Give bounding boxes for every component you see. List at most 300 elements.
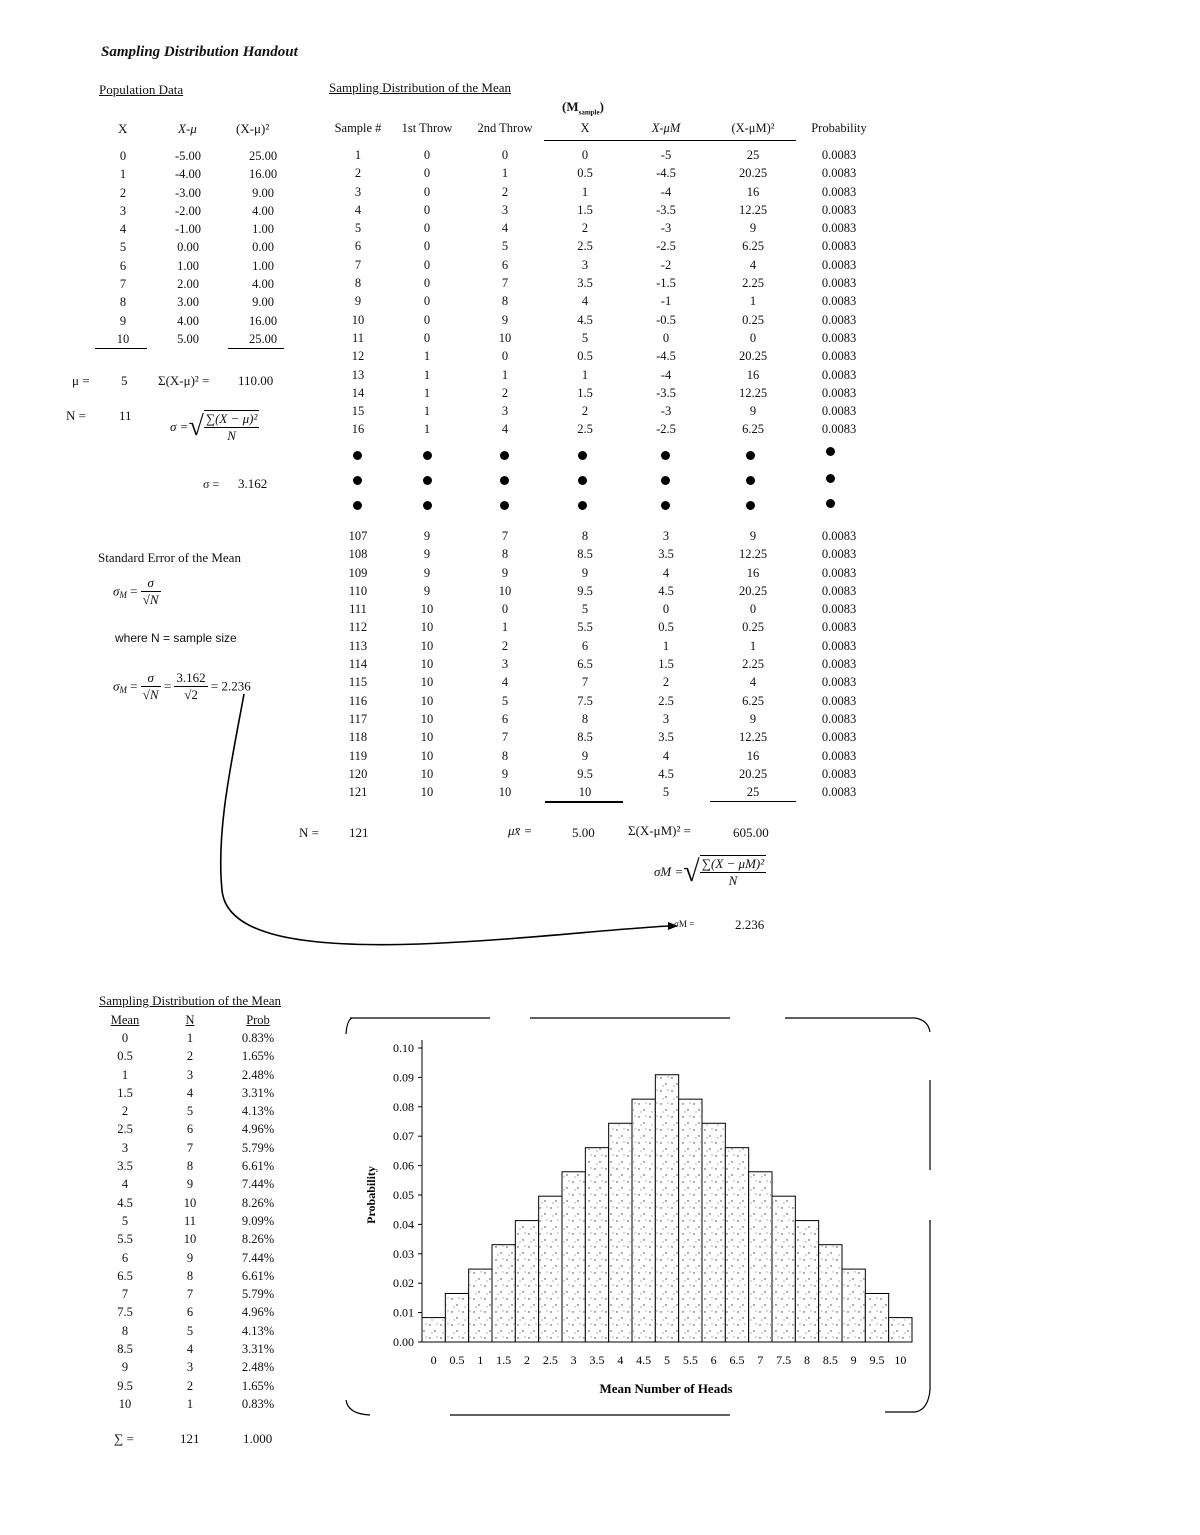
sampling-row [326, 655, 880, 673]
se-calc-left: σ [113, 678, 120, 694]
freq-row [100, 1066, 286, 1084]
sampling-row-cell: 16 [351, 422, 365, 437]
sampling-row-cell: 6.25 [742, 239, 764, 254]
sampling-row-cell: 0 [501, 148, 509, 162]
sampling-row-cell: 0 [423, 294, 431, 309]
sampling-row-cell: 0.5 [658, 620, 674, 635]
chart-y-tick-label: 0.03 [393, 1246, 414, 1261]
sampling-row-cell: 3 [581, 257, 589, 272]
population-row-cell: 2 [119, 185, 127, 200]
sampling-row [326, 710, 880, 728]
sampling-row-cell: -4.5 [656, 166, 676, 181]
population-row-cell: 7 [119, 277, 127, 292]
freq-row-cell: 2 [186, 1378, 194, 1393]
sampling-row-cell: 16 [746, 748, 760, 763]
sampling-row-cell: 25 [746, 148, 760, 162]
chart-x-tick-label: 8 [804, 1353, 810, 1367]
sampling-row-cell: 9 [749, 404, 757, 419]
sampling-row [326, 146, 880, 164]
freq-row-cell: 9.5 [117, 1378, 133, 1393]
freq-row-cell: 9 [186, 1250, 194, 1265]
chart-x-tick-label: 2 [524, 1353, 530, 1367]
sampling-row-cell: 3.5 [658, 730, 674, 745]
chart-x-tick-label: 4 [617, 1353, 624, 1367]
population-row-cell: 9 [119, 313, 127, 328]
chart-bar-stipple [820, 1246, 841, 1341]
sampling-row-cell: 10 [420, 730, 434, 745]
population-row-cell: 5.00 [177, 331, 199, 346]
freq-row-cell: 2.48% [241, 1360, 275, 1375]
freq-row-cell: 9 [186, 1177, 194, 1192]
chart-bar-stipple [586, 1149, 607, 1341]
freq-row-cell: 4.13% [241, 1104, 275, 1119]
freq-row-cell: 7.44% [241, 1177, 275, 1192]
sampling-row-cell: 16 [746, 565, 760, 580]
sampling-row-cell: 10 [420, 766, 434, 781]
dot-icon [500, 501, 509, 510]
freq-row-cell: 6.61% [241, 1268, 275, 1283]
dot-icon [746, 451, 755, 460]
population-sigma-formula-den: N [227, 428, 236, 443]
sampling-row-cell: 112 [348, 620, 368, 635]
sampling-row-cell: 10 [498, 330, 512, 345]
sampling-row [326, 765, 880, 783]
freq-row-cell: 5 [121, 1213, 129, 1228]
sampling-row-cell: 14 [351, 385, 365, 400]
sampling-row-cell: 2.25 [742, 657, 764, 672]
population-row-cell: 16.00 [248, 313, 278, 328]
page-title: Sampling Distribution Handout [101, 44, 298, 60]
dot-icon [353, 476, 362, 485]
chart-bar-stipple [540, 1197, 561, 1341]
dot-icon [661, 501, 670, 510]
freq-header-mean: Mean [110, 1013, 140, 1027]
chart-x-tick-label: 5 [664, 1353, 670, 1367]
sampling-row-cell: 4 [581, 294, 589, 309]
sampling-row-cell: 6 [581, 638, 589, 653]
sampling-row-cell: 0.0083 [821, 385, 857, 400]
sampling-row-cell: 5 [354, 221, 362, 236]
sampling-row-cell: 119 [348, 748, 368, 763]
sampling-row-cell: 0.0083 [821, 583, 857, 598]
dot-icon [661, 451, 670, 460]
freq-row-cell: 4.96% [241, 1122, 275, 1137]
sampling-row [326, 256, 880, 274]
freq-row-cell: 6 [186, 1305, 194, 1320]
sampling-row [326, 420, 880, 438]
sampling-row-cell: 0.0083 [821, 602, 857, 617]
sampling-row-cell: 25 [746, 785, 760, 800]
sampling-row-cell: 0.0083 [821, 148, 857, 162]
chart-bar-stipple [703, 1124, 724, 1341]
chart-bar-stipple [610, 1124, 631, 1341]
sampling-row-cell: 1.5 [577, 385, 593, 400]
sampling-row-cell: 10 [420, 748, 434, 763]
sampling-row-cell: 0 [423, 221, 431, 236]
sampling-row-cell: 12.25 [738, 385, 768, 400]
chart-x-tick-label: 10 [894, 1353, 907, 1367]
sampling-row-cell: 0.5 [577, 166, 593, 181]
dot-icon [353, 501, 362, 510]
sampling-row-cell: 0.0083 [821, 766, 857, 781]
freq-row [100, 1249, 286, 1267]
sampling-row-cell: 1 [581, 367, 589, 382]
sampling-n-label: N = [299, 825, 319, 840]
sampling-row-cell: 12 [351, 349, 365, 364]
sampling-row-cell: 0 [423, 239, 431, 254]
sampling-row [326, 201, 880, 219]
sampling-row-cell: 117 [348, 711, 368, 726]
freq-row-cell: 6.5 [117, 1268, 133, 1283]
freq-row-cell: 0 [121, 1031, 129, 1045]
chart-x-tick-label: 4.5 [636, 1353, 652, 1367]
sampling-row-cell: 12.25 [738, 202, 768, 217]
freq-row-cell: 4 [186, 1342, 194, 1357]
sampling-row [326, 582, 880, 600]
sampling-row-cell: 0.0083 [821, 166, 857, 181]
sampling-row [326, 311, 880, 329]
standard-error-where: where N = sample size [115, 631, 237, 645]
sampling-row-cell: 8 [581, 711, 589, 726]
sampling-row [326, 384, 880, 402]
sampling-row-cell: 10 [498, 785, 512, 800]
sampling-row-cell: 0.0083 [821, 422, 857, 437]
sampling-row-cell: 0.0083 [821, 620, 857, 635]
sampling-row [326, 329, 880, 347]
sampling-row-cell: 9 [501, 565, 509, 580]
freq-row [100, 1175, 286, 1193]
sampling-row-cell: 3 [501, 202, 509, 217]
chart-y-tick-label: 0.02 [393, 1276, 414, 1291]
sampling-row-cell: 16 [746, 184, 760, 199]
sampling-row-cell: 7 [501, 276, 509, 291]
sampling-row-cell: 9 [423, 547, 431, 562]
population-row-cell: 0 [119, 149, 127, 163]
freq-row-cell: 4 [186, 1085, 194, 1100]
dot-icon [353, 451, 362, 460]
msample-close: ) [599, 99, 604, 114]
chart-y-tick-label: 0.06 [393, 1158, 414, 1173]
dot-icon [746, 476, 755, 485]
population-mu-value: 5 [121, 373, 128, 388]
freq-header-n: N [185, 1013, 195, 1027]
sampling-row-cell: 2 [501, 638, 509, 653]
msample-label [562, 99, 604, 117]
freq-sum-prob: 1.000 [243, 1431, 273, 1446]
header-deviation: X-μM [651, 121, 681, 135]
sampling-row-cell: 2 [662, 675, 670, 690]
se-calc-num1: σ [141, 670, 161, 687]
sampling-row-cell: 1 [501, 367, 509, 382]
sampling-row [326, 164, 880, 182]
se-calc-den2: √2 [184, 687, 198, 702]
population-row-cell: 2.00 [177, 277, 199, 292]
chart-y-tick-label: 0.07 [393, 1129, 414, 1144]
sampling-row [326, 366, 880, 384]
sampling-row [326, 219, 880, 237]
dot-icon [826, 474, 835, 483]
sampling-row-cell: 0.0083 [821, 529, 857, 543]
sampling-row-cell: 9 [423, 529, 431, 543]
sampling-row-cell: 12.25 [738, 547, 768, 562]
sampling-row-cell: 1.5 [658, 657, 674, 672]
freq-row [100, 1303, 286, 1321]
chart-y-tick-label: 0.08 [393, 1099, 414, 1114]
freq-sum-n: 121 [180, 1431, 200, 1446]
sqrt-symbol-icon: √ [188, 411, 204, 442]
sampling-sum-value: 605.00 [733, 825, 769, 840]
sampling-heading: Sampling Distribution of the Mean [329, 80, 511, 95]
population-row-cell: 4 [119, 222, 127, 237]
freq-row [100, 1157, 286, 1175]
freq-row-cell: 9.09% [241, 1213, 275, 1228]
sampling-row-cell: 0.0083 [821, 276, 857, 291]
sampling-row-cell: 8 [501, 547, 509, 562]
sampling-row-cell: 3.5 [658, 547, 674, 562]
sampling-row-cell: 10 [420, 657, 434, 672]
sampling-row-cell: 4 [501, 221, 509, 236]
freq-row [100, 1047, 286, 1065]
sampling-row-cell: 2 [581, 221, 589, 236]
sampling-row-cell: 8 [354, 276, 362, 291]
chart-x-tick-label: 1.5 [496, 1353, 512, 1367]
sampling-row-cell: -5 [660, 148, 672, 162]
chart-frame-bottom [346, 1400, 730, 1415]
freq-sum-label: ∑ = [114, 1431, 134, 1446]
sampling-row-cell: -2.5 [656, 422, 676, 437]
population-header-sq: (X-μ)² [236, 121, 270, 136]
freq-row [100, 1267, 286, 1285]
sampling-row-cell: 10 [420, 675, 434, 690]
chart-x-tick-label: 2.5 [542, 1353, 558, 1367]
se-formula-left: σ [113, 583, 120, 599]
sampling-row-cell: 0 [581, 148, 589, 162]
chart-ylabel: Probability [364, 1166, 378, 1224]
sampling-header-row [326, 119, 880, 137]
sampling-row-cell: 10 [420, 711, 434, 726]
sampling-row-cell: 0 [423, 330, 431, 345]
chart-y-tick-label: 0.05 [393, 1188, 414, 1202]
chart-x-tick-label: 3.5 [589, 1353, 605, 1367]
sampling-row-cell: 7 [501, 529, 509, 543]
sampling-row-cell: 9 [354, 294, 362, 309]
sampling-row-cell: 1 [662, 638, 670, 653]
sampling-row [326, 618, 880, 636]
population-row-cell: 1.00 [252, 222, 274, 237]
sampling-row-cell: 10 [420, 620, 434, 635]
sampling-sum-label: Σ(X-μM)² = [628, 823, 691, 838]
sampling-row-cell: -1.5 [656, 276, 676, 291]
freq-row-cell: 2 [186, 1049, 194, 1064]
freq-row-cell: 1 [186, 1396, 194, 1411]
freq-row-cell: 8 [121, 1323, 129, 1338]
dot-icon [661, 476, 670, 485]
sampling-row [326, 673, 880, 691]
sampling-row-cell: 118 [348, 730, 368, 745]
population-sigma-label: σ = [203, 477, 220, 491]
sampling-row [326, 545, 880, 563]
dot-icon [578, 476, 587, 485]
freq-row-cell: 2.48% [241, 1067, 275, 1082]
sampling-row-cell: 0.0083 [821, 312, 857, 327]
chart-bar-stipple [633, 1100, 654, 1341]
population-row-cell: 9.00 [252, 295, 274, 310]
sampling-row-cell: 0 [423, 257, 431, 272]
chart-bars [422, 1075, 912, 1342]
sampling-row-cell: 1 [423, 385, 431, 400]
sampling-row-cell: 0.0083 [821, 202, 857, 217]
sampling-row-cell: 15 [351, 404, 365, 419]
sampling-n-value: 121 [349, 825, 369, 840]
sampling-row-cell: -1 [660, 294, 672, 309]
sampling-row-cell: 111 [349, 602, 367, 617]
chart-x-tick-label: 0 [430, 1353, 437, 1367]
freq-row-cell: 6 [121, 1250, 129, 1265]
sampling-row-cell: 9 [501, 312, 509, 327]
population-row-cell: 0.00 [252, 240, 274, 255]
se-calc-result: = 2.236 [210, 678, 251, 694]
sampling-row-cell: 4 [354, 202, 362, 217]
sampling-row [326, 637, 880, 655]
sampling-row-cell: 4 [749, 257, 757, 272]
sampling-row-cell: 121 [348, 785, 368, 800]
sampling-table-top [326, 146, 880, 439]
chart-frame-left [346, 1018, 352, 1034]
sampling-row-cell: 0 [423, 166, 431, 181]
sampling-row-cell: 16 [746, 367, 760, 382]
sampling-row-cell: 10 [420, 785, 434, 800]
sampling-header-underline [544, 140, 796, 141]
sampling-row-cell: 2.5 [658, 693, 674, 708]
sampling-row-cell: -2.5 [656, 239, 676, 254]
freq-row-cell: 5.79% [241, 1287, 275, 1302]
freq-row [100, 1212, 286, 1230]
sampling-row-cell: 6.5 [577, 657, 593, 672]
population-row-cell: 3 [119, 203, 127, 218]
population-heading: Population Data [99, 82, 184, 97]
sampling-row-cell: 9 [581, 748, 589, 763]
sampling-row-cell: 8 [501, 294, 509, 309]
sampling-row-cell: 0.0083 [821, 547, 857, 562]
freq-row-cell: 5 [186, 1323, 194, 1338]
population-row-cell: 25.00 [248, 331, 278, 346]
chart-bar-stipple [493, 1246, 514, 1341]
chart-bar-stipple [516, 1222, 537, 1341]
sampling-row-cell: 6 [501, 257, 509, 272]
population-row-cell: 0.00 [177, 240, 199, 255]
sampling-row-cell: 10 [578, 785, 592, 800]
freq-row [100, 1358, 286, 1376]
sampling-row-cell: -3.5 [656, 202, 676, 217]
population-sigma-formula-num: ∑(X − μ)² [205, 411, 258, 426]
sampling-row-cell: 20.25 [738, 583, 768, 598]
sampling-row-cell: 4.5 [658, 583, 674, 598]
sampling-sigma-label: σM = [674, 919, 695, 929]
sampling-row-cell: 0.0083 [821, 675, 857, 690]
freq-row-cell: 1.5 [117, 1085, 133, 1100]
sampling-row-cell: 0.0083 [821, 565, 857, 580]
sampling-row-cell: 9 [423, 583, 431, 598]
sampling-row-cell: 20.25 [738, 766, 768, 781]
chart-bar-stipple [726, 1149, 747, 1341]
sampling-row-cell: -3.5 [656, 385, 676, 400]
sampling-row [326, 237, 880, 255]
freq-row-cell: 5 [186, 1104, 194, 1119]
chart-bar-stipple [866, 1294, 887, 1341]
sampling-row-cell: 20.25 [738, 166, 768, 181]
sampling-row-cell: 115 [348, 675, 368, 690]
sampling-row-cell: 10 [420, 638, 434, 653]
sampling-row-cell: 3 [501, 657, 509, 672]
sampling-row-cell: 109 [348, 565, 368, 580]
chart-x-tick-label: 7 [757, 1353, 764, 1367]
population-row-cell: 9.00 [252, 185, 274, 200]
header-x: X [580, 121, 590, 135]
freq-row-cell: 3 [121, 1140, 129, 1155]
sampling-row-cell: 3.5 [577, 276, 593, 291]
sampling-row-cell: 10 [498, 583, 512, 598]
population-sum-label: Σ(X-μ)² = [158, 373, 210, 388]
sampling-row-cell: 3 [501, 404, 509, 419]
chart-x-tick-label: 9 [850, 1353, 857, 1367]
sampling-row-cell: -2 [660, 257, 672, 272]
freq-row-cell: 6.61% [241, 1159, 275, 1174]
msample-sub: sample [578, 108, 600, 117]
sampling-row-cell: 5 [501, 239, 509, 254]
se-calc-num2: 3.162 [176, 670, 206, 685]
freq-row-cell: 4 [121, 1177, 129, 1192]
chart-x-tick-label: 7.5 [776, 1353, 792, 1367]
sampling-row-cell: 108 [348, 547, 368, 562]
sampling-row-cell: 4.5 [658, 766, 674, 781]
population-row-cell: 1.00 [252, 258, 274, 273]
sampling-row-cell: 20.25 [738, 349, 768, 364]
sampling-row-cell: 3 [662, 529, 670, 543]
sampling-row-cell: 6 [354, 239, 362, 254]
freq-row-cell: 8.26% [241, 1232, 275, 1247]
sampling-row-cell: -3 [660, 221, 672, 236]
freq-row [100, 1395, 286, 1413]
sampling-row-cell: 2 [354, 166, 362, 181]
dot-icon [423, 501, 432, 510]
chart-bar-stipple [680, 1100, 701, 1341]
sampling-row-cell: 6.25 [742, 693, 764, 708]
population-row-cell: 8 [119, 295, 127, 310]
freq-row-cell: 7 [186, 1140, 194, 1155]
freq-row-cell: 4.13% [241, 1323, 275, 1338]
sampling-row-cell: 0 [749, 602, 757, 617]
freq-row-cell: 1.65% [241, 1049, 275, 1064]
sampling-row-cell: 0.25 [742, 312, 764, 327]
freq-row-cell: 0.83% [241, 1396, 275, 1411]
sampling-row-cell: 0.0083 [821, 711, 857, 726]
freq-header-prob: Prob [246, 1013, 270, 1027]
freq-heading: Sampling Distribution of the Mean [99, 993, 281, 1008]
sampling-sq-underline [710, 801, 796, 802]
population-row-cell: 6 [119, 258, 127, 273]
sampling-row-cell: 8.5 [577, 730, 593, 745]
freq-row-cell: 9 [121, 1360, 129, 1375]
sampling-row-cell: 1 [423, 367, 431, 382]
sampling-row-cell: 1 [354, 148, 362, 162]
sampling-row-cell: 5 [501, 693, 509, 708]
freq-row-cell: 7.5 [117, 1305, 133, 1320]
population-row-cell: 1 [119, 167, 127, 182]
population-row-cell: 4.00 [252, 203, 274, 218]
chart-x-tick-label: 6 [710, 1353, 717, 1367]
population-row-cell: 4.00 [252, 277, 274, 292]
freq-row [100, 1322, 286, 1340]
